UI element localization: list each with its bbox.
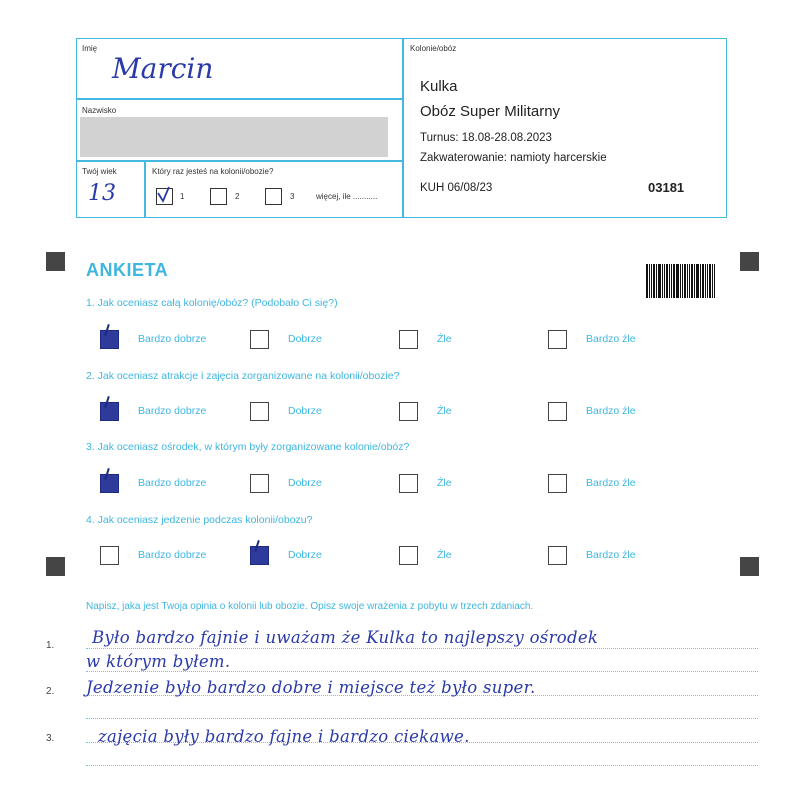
header-divider xyxy=(402,38,404,218)
line-number-3: 3. xyxy=(46,733,55,744)
times-checkbox-3[interactable] xyxy=(265,188,282,205)
header-divider xyxy=(76,98,402,100)
barcode-bar xyxy=(646,264,648,298)
barcode-bar xyxy=(664,264,665,298)
line-number-1: 1. xyxy=(46,640,55,651)
q4-option-bardzo-zle-checkbox[interactable] xyxy=(548,546,567,565)
q4-option-label: Źle xyxy=(437,549,452,561)
camp-code: KUH 06/08/23 xyxy=(420,182,493,194)
q2-option-label: Dobrze xyxy=(288,405,322,417)
times-option-3: 3 xyxy=(290,192,295,201)
writing-line xyxy=(86,765,758,766)
q2-option-zle-checkbox[interactable] xyxy=(399,402,418,421)
camp-title: Obóz Super Militarny xyxy=(420,103,561,120)
question-3: 3. Jak oceniasz ośrodek, w którym były zorganizowane kolonie/obóz? xyxy=(86,441,410,453)
line-number-2: 2. xyxy=(46,686,55,697)
barcode-bar xyxy=(673,264,675,298)
q4-option-bardzo-dobrze-checkbox[interactable] xyxy=(100,546,119,565)
q2-option-label: Źle xyxy=(437,405,452,417)
camp-name: Kulka xyxy=(420,78,458,95)
times-checkbox-1[interactable] xyxy=(156,188,173,205)
barcode-bar xyxy=(705,264,706,298)
barcode-bar xyxy=(694,264,695,298)
registration-mark xyxy=(46,252,65,271)
times-option-2: 2 xyxy=(235,192,240,201)
handwritten-line-3[interactable]: Jedzenie było bardzo dobre i miejsce też było super. xyxy=(86,678,536,697)
handwritten-line-4[interactable]: zajęcia były bardzo fajne i bardzo ciekawe. xyxy=(98,727,470,746)
barcode-bar xyxy=(684,264,686,298)
times-label: Który raz jesteś na kolonii/obozie? xyxy=(152,167,274,176)
times-option-1: 1 xyxy=(180,192,185,201)
barcode-bar xyxy=(651,264,652,298)
q2-option-bardzo-zle-checkbox[interactable] xyxy=(548,402,567,421)
barcode-bar xyxy=(709,264,711,298)
survey-title: ANKIETA xyxy=(86,260,169,280)
q3-option-dobrze-checkbox[interactable] xyxy=(250,474,269,493)
registration-mark xyxy=(740,557,759,576)
q3-option-zle-checkbox[interactable] xyxy=(399,474,418,493)
q3-option-label: Źle xyxy=(437,477,452,489)
first-name-label: Imię xyxy=(82,44,98,53)
barcode-bar xyxy=(696,264,699,298)
barcode-bar xyxy=(714,264,715,298)
registration-mark xyxy=(46,557,65,576)
barcode xyxy=(646,264,716,298)
barcode-bar xyxy=(662,264,663,298)
handwritten-line-1[interactable]: Było bardzo fajnie i uważam że Kulka to najlepszy ośrodek xyxy=(92,628,599,647)
q1-option-label: Źle xyxy=(437,333,452,345)
q1-option-label: Bardzo źle xyxy=(586,333,636,345)
camp-label: Kolonie/obóz xyxy=(410,44,457,53)
q4-option-label: Dobrze xyxy=(288,549,322,561)
barcode-bar xyxy=(669,264,670,298)
q1-option-label: Dobrze xyxy=(288,333,322,345)
barcode-bar xyxy=(658,264,661,298)
barcode-bar xyxy=(680,264,681,298)
registration-mark xyxy=(740,252,759,271)
q2-option-dobrze-checkbox[interactable] xyxy=(250,402,269,421)
q2-option-bardzo-dobrze-checkbox[interactable] xyxy=(100,402,119,421)
age-label: Twój wiek xyxy=(82,167,117,176)
q1-option-bardzo-dobrze-checkbox[interactable] xyxy=(100,330,119,349)
barcode-bar xyxy=(656,264,657,298)
question-1: 1. Jak oceniasz całą kolonię/obóz? (Podobało Ci się?) xyxy=(86,297,338,309)
barcode-bar xyxy=(707,264,708,298)
q1-option-zle-checkbox[interactable] xyxy=(399,330,418,349)
handwritten-line-2[interactable]: w którym byłem. xyxy=(86,652,231,671)
question-2: 2. Jak oceniasz atrakcje i zajęcia zorganizowane na kolonii/obozie? xyxy=(86,370,400,382)
barcode-bar xyxy=(687,264,688,298)
barcode-bar xyxy=(689,264,690,298)
q3-option-label: Bardzo źle xyxy=(586,477,636,489)
barcode-bar xyxy=(682,264,683,298)
barcode-bar xyxy=(712,264,713,298)
first-name-value[interactable]: Marcin xyxy=(112,52,214,85)
writing-line xyxy=(86,671,758,672)
age-value[interactable]: 13 xyxy=(88,181,116,206)
checkmark-icon xyxy=(155,185,175,205)
q4-option-label: Bardzo źle xyxy=(586,549,636,561)
times-checkbox-2[interactable] xyxy=(210,188,227,205)
last-name-label: Nazwisko xyxy=(82,106,117,115)
q3-option-bardzo-zle-checkbox[interactable] xyxy=(548,474,567,493)
accommodation-text: Zakwaterowanie: namioty harcerskie xyxy=(420,152,607,164)
barcode-bar xyxy=(702,264,704,298)
barcode-bar xyxy=(700,264,701,298)
q4-option-zle-checkbox[interactable] xyxy=(399,546,418,565)
q1-option-bardzo-zle-checkbox[interactable] xyxy=(548,330,567,349)
q2-option-label: Bardzo źle xyxy=(586,405,636,417)
q4-option-dobrze-checkbox[interactable] xyxy=(250,546,269,565)
barcode-bar xyxy=(666,264,668,298)
q3-option-bardzo-dobrze-checkbox[interactable] xyxy=(100,474,119,493)
question-4: 4. Jak oceniasz jedzenie podczas kolonii/obozu? xyxy=(86,514,313,526)
barcode-bar xyxy=(649,264,650,298)
header-divider xyxy=(144,160,146,218)
opinion-prompt: Napisz, jaka jest Twoja opinia o kolonii lub obozie. Opisz swoje wrażenia z pobytu w trzech zdaniach. xyxy=(86,601,534,612)
writing-line xyxy=(86,648,758,649)
barcode-bar xyxy=(691,264,693,298)
q3-option-label: Bardzo dobrze xyxy=(138,477,207,489)
form-number: 03181 xyxy=(648,180,685,195)
q1-option-dobrze-checkbox[interactable] xyxy=(250,330,269,349)
q3-option-label: Dobrze xyxy=(288,477,322,489)
barcode-bar xyxy=(653,264,655,298)
times-option-more: więcej, ile ........... xyxy=(316,192,378,201)
barcode-bar xyxy=(676,264,679,298)
turnus-text: Turnus: 18.08-28.08.2023 xyxy=(420,132,552,144)
last-name-redaction xyxy=(80,117,388,157)
barcode-bar xyxy=(671,264,672,298)
q4-option-label: Bardzo dobrze xyxy=(138,549,207,561)
q1-option-label: Bardzo dobrze xyxy=(138,333,207,345)
header-divider xyxy=(76,160,402,162)
q2-option-label: Bardzo dobrze xyxy=(138,405,207,417)
writing-line xyxy=(86,718,758,719)
